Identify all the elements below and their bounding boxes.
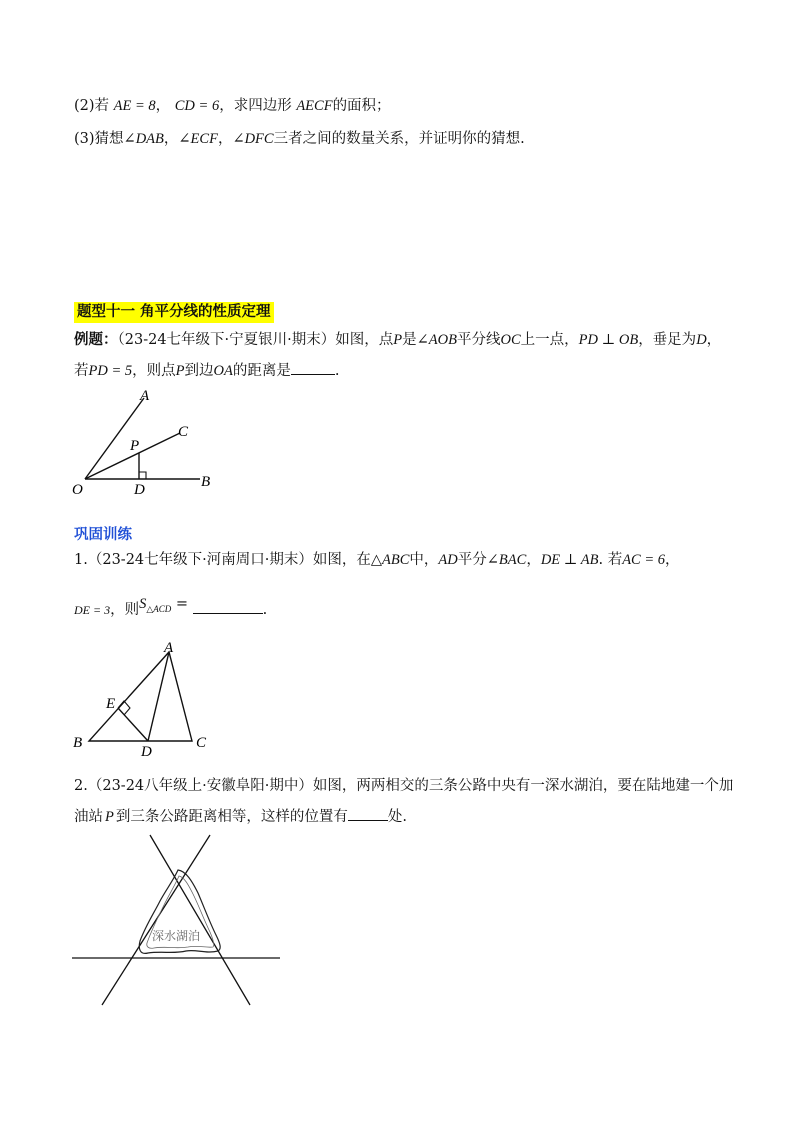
problem-2-prefix: 油站 [74, 809, 103, 825]
problem-1-equals: = [175, 596, 189, 612]
q2-separator: ， [155, 98, 171, 114]
answer-blank-2[interactable] [348, 806, 388, 821]
problem-1-number: 1. [74, 552, 88, 568]
problem-1-de-value: DE = 3 [74, 603, 111, 617]
example-line-1 [74, 330, 721, 350]
problem-1-line-2 [74, 596, 268, 621]
q3-sep-1: ， [163, 131, 179, 147]
example-line2-mid: ，则点 [132, 363, 176, 379]
example-point-p: P [393, 332, 403, 348]
example-point-p-2: P [175, 363, 185, 379]
problem-1-perpendicular: DE ⊥ AB [540, 552, 599, 568]
example-line2-suffix: 的距离是 [232, 363, 291, 379]
example-source: （23-24七年级下·宁夏银川·期末）如图，点 [117, 332, 394, 348]
figure-roads-lake [70, 835, 290, 1010]
problem-2-line-1 [74, 776, 733, 796]
problem-1-triangle: △ABC [370, 552, 410, 568]
label-a: A [140, 388, 150, 404]
q3-suffix: 三者之间的数量关系，并证明你的猜想. [273, 131, 525, 147]
problem-1-angle-bac: ∠BAC [486, 552, 527, 568]
example-side-oa: OA [213, 363, 233, 379]
q2-quadrilateral: AECF [296, 98, 333, 114]
example-line2-mid2: 到边 [184, 363, 214, 379]
problem-1-line-1 [74, 550, 680, 570]
right-angle-mark [139, 472, 146, 479]
problem-1-ac-value: AC = 6 [622, 552, 666, 568]
segment-ad [148, 652, 169, 741]
q2-cd-value: CD = 6 [174, 98, 220, 114]
example-text-5: ， [706, 332, 722, 348]
q2-suffix: 的面积； [332, 98, 391, 114]
label-a: A [164, 640, 174, 656]
answer-blank-1[interactable] [193, 599, 263, 614]
q2-mid-text: ，求四边形 [219, 98, 292, 114]
section-heading: 题型十一 角平分线的性质定理 [74, 302, 274, 323]
q3-prefix: (3)猜想 [74, 131, 124, 147]
q3-sep-2: ， [217, 131, 233, 147]
label-c: C [178, 424, 189, 440]
figure-triangle [72, 638, 222, 758]
q2-prefix: (2)若 [74, 98, 110, 114]
problem-2-line-2 [74, 806, 407, 827]
q2-ae-value: AE = 8 [113, 98, 156, 114]
practice-title: 巩固训练 [74, 527, 132, 543]
label-e: E [106, 696, 116, 712]
example-point-d: D [696, 332, 707, 348]
problem-1-text-4: . 若 [598, 552, 623, 568]
label-d: D [141, 744, 152, 760]
label-c: C [196, 735, 207, 751]
example-text-2: 平分线 [456, 332, 501, 348]
problem-1-area-symbol: S [139, 596, 147, 612]
example-perpendicular: PD ⊥ OB [578, 332, 639, 348]
example-label: 例题： [74, 332, 118, 348]
example-line-2 [74, 360, 339, 381]
example-text-4: ，垂足为 [638, 332, 697, 348]
problem-2-line-1-text: （23-24八年级上·安徽阜阳·期中）如图，两两相交的三条公路中央有一深水湖泊，要在陆地建一个加 [87, 778, 734, 794]
example-end: . [334, 363, 340, 379]
label-b: B [73, 735, 83, 751]
problem-1-text-6: ，则 [110, 602, 140, 618]
road-1 [102, 835, 210, 1005]
problem-2-number: 2. [74, 778, 88, 794]
problem-1-ad: AD [438, 552, 458, 568]
question-3 [74, 129, 525, 149]
problem-1-text-5: ， [665, 552, 680, 568]
problem-1-source: （23-24七年级下·河南周口·期末）如图，在 [87, 552, 371, 568]
q3-angle-dab: ∠DAB [123, 131, 164, 147]
example-pd-value: PD = 5 [88, 363, 133, 379]
label-b: B [201, 474, 211, 490]
problem-2-point-p: P [105, 809, 114, 825]
label-o: O [72, 482, 83, 498]
segment-de [118, 708, 148, 741]
q3-angle-ecf: ∠ECF [178, 131, 218, 147]
problem-1-area-subscript: △ACD [146, 604, 172, 614]
figure-angle-bisector [70, 390, 220, 500]
q3-angle-dfc: ∠DFC [232, 131, 274, 147]
problem-1-text-1: 中， [409, 552, 439, 568]
example-text-3: 上一点， [520, 332, 579, 348]
problem-2-mid: 到三条公路距离相等，这样的位置有 [115, 809, 348, 825]
lake-label: 深水湖泊 [152, 929, 201, 943]
example-line2-prefix: 若 [74, 363, 89, 379]
answer-blank[interactable] [291, 360, 335, 375]
problem-1-text-3: ， [526, 552, 541, 568]
problem-2-suffix: 处. [387, 809, 407, 825]
triangle-abc [89, 652, 192, 741]
label-p: P [130, 438, 140, 454]
road-2 [150, 835, 250, 1005]
example-text-1: 是 [402, 332, 417, 348]
problem-1-text-2: 平分 [457, 552, 487, 568]
problem-1-end: . [262, 602, 268, 618]
label-d: D [134, 482, 145, 498]
example-angle-aob: ∠AOB [416, 332, 457, 348]
example-ray-oc: OC [500, 332, 521, 348]
question-2 [74, 96, 391, 116]
